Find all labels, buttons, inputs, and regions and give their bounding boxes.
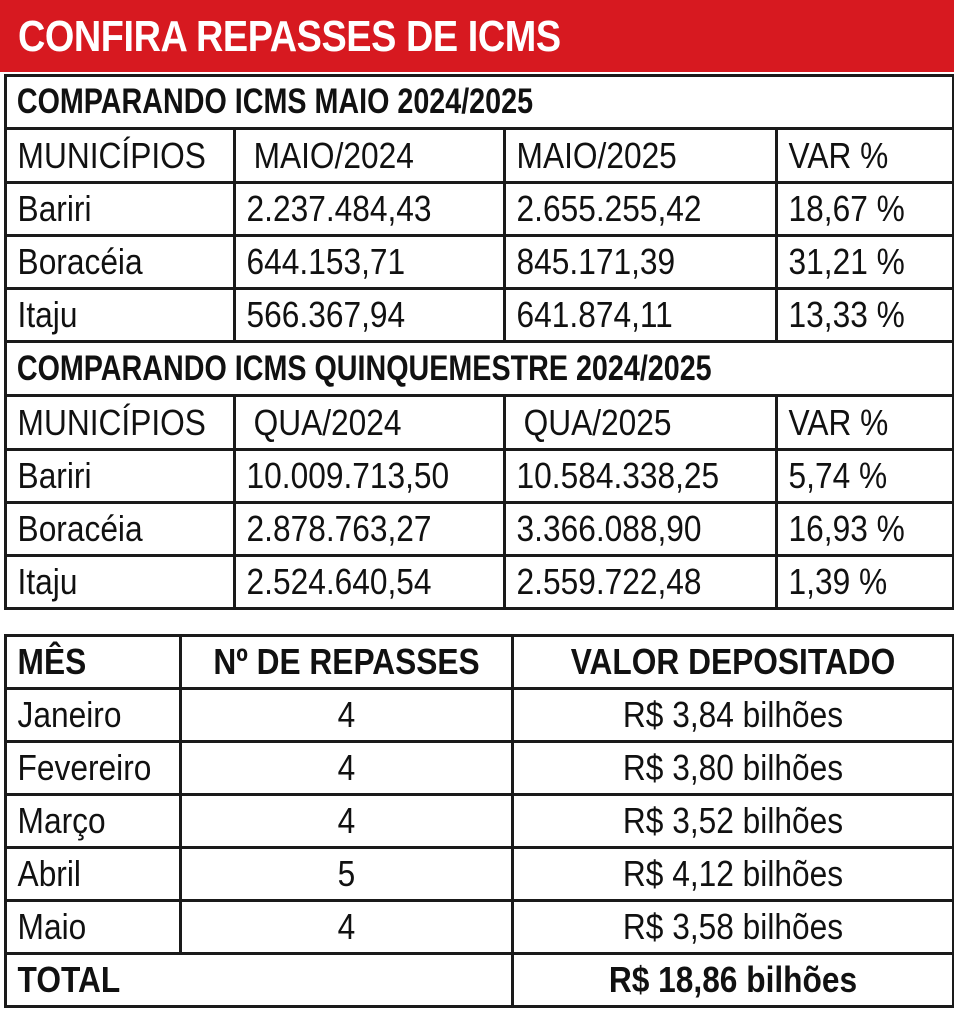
table-row — [6, 689, 954, 742]
value-cell: 10.584.338,25 — [505, 450, 777, 503]
amount-cell: R$ 3,80 bilhões — [513, 742, 954, 795]
month-cell: Janeiro — [6, 689, 181, 742]
var-cell: 5,74 % — [777, 450, 954, 503]
municipio-cell: Boracéia — [6, 503, 235, 556]
month-cell: Março — [6, 795, 181, 848]
value-cell: 2.559.722,48 — [505, 556, 777, 609]
table-row — [6, 848, 954, 901]
value-cell: 3.366.088,90 — [505, 503, 777, 556]
column-header: MAIO/2024 — [235, 129, 505, 183]
var-cell: 31,21 % — [777, 236, 954, 289]
section-heading-row — [6, 342, 954, 396]
column-header: QUA/2024 — [235, 396, 505, 450]
value-cell: 845.171,39 — [505, 236, 777, 289]
repasses-table — [4, 634, 954, 1008]
value-cell: 2.524.640,54 — [235, 556, 505, 609]
table-row — [6, 795, 954, 848]
column-header: VAR % — [777, 396, 954, 450]
table-row — [6, 556, 954, 609]
column-header: MUNICÍPIOS — [6, 396, 235, 450]
column-header: MAIO/2025 — [505, 129, 777, 183]
column-header: MUNICÍPIOS — [6, 129, 235, 183]
amount-cell: R$ 4,12 bilhões — [513, 848, 954, 901]
municipio-cell: Itaju — [6, 556, 235, 609]
count-cell: 5 — [181, 848, 513, 901]
section-heading-maio: COMPARANDO ICMS MAIO 2024/2025 — [6, 76, 954, 129]
value-cell: 644.153,71 — [235, 236, 505, 289]
table-row — [6, 503, 954, 556]
amount-cell: R$ 3,58 bilhões — [513, 901, 954, 954]
value-cell: 641.874,11 — [505, 289, 777, 342]
table-row — [6, 742, 954, 795]
amount-cell: R$ 3,84 bilhões — [513, 689, 954, 742]
table-row — [6, 236, 954, 289]
value-cell: 10.009.713,50 — [235, 450, 505, 503]
table-row — [6, 289, 954, 342]
title-banner — [0, 0, 954, 72]
municipio-cell: Bariri — [6, 450, 235, 503]
month-cell: Abril — [6, 848, 181, 901]
total-label: TOTAL — [6, 954, 513, 1007]
total-value: R$ 18,86 bilhões — [513, 954, 954, 1007]
header-row — [6, 129, 954, 183]
count-cell: 4 — [181, 689, 513, 742]
header-row — [6, 396, 954, 450]
section-heading-quinque: COMPARANDO ICMS QUINQUEMESTRE 2024/2025 — [6, 342, 954, 396]
var-cell: 13,33 % — [777, 289, 954, 342]
column-header: QUA/2025 — [505, 396, 777, 450]
count-cell: 4 — [181, 742, 513, 795]
var-cell: 18,67 % — [777, 183, 954, 236]
var-cell: 1,39 % — [777, 556, 954, 609]
count-cell: 4 — [181, 795, 513, 848]
value-cell: 2.655.255,42 — [505, 183, 777, 236]
municipio-cell: Boracéia — [6, 236, 235, 289]
column-header: VAR % — [777, 129, 954, 183]
count-cell: 4 — [181, 901, 513, 954]
table-row — [6, 450, 954, 503]
column-header-mes: MÊS — [6, 636, 181, 689]
total-row — [6, 954, 954, 1007]
municipio-cell: Itaju — [6, 289, 235, 342]
month-cell: Maio — [6, 901, 181, 954]
column-header-repasses: Nº DE REPASSES — [181, 636, 513, 689]
month-cell: Fevereiro — [6, 742, 181, 795]
amount-cell: R$ 3,52 bilhões — [513, 795, 954, 848]
value-cell: 2.237.484,43 — [235, 183, 505, 236]
table-row — [6, 901, 954, 954]
table-row — [6, 183, 954, 236]
column-header-valor: VALOR DEPOSITADO — [513, 636, 954, 689]
page-title: CONFIRA REPASSES DE ICMS — [18, 12, 561, 61]
icms-comparison-table — [4, 74, 954, 610]
value-cell: 2.878.763,27 — [235, 503, 505, 556]
municipio-cell: Bariri — [6, 183, 235, 236]
section-heading-row — [6, 76, 954, 129]
var-cell: 16,93 % — [777, 503, 954, 556]
header-row — [6, 636, 954, 689]
value-cell: 566.367,94 — [235, 289, 505, 342]
